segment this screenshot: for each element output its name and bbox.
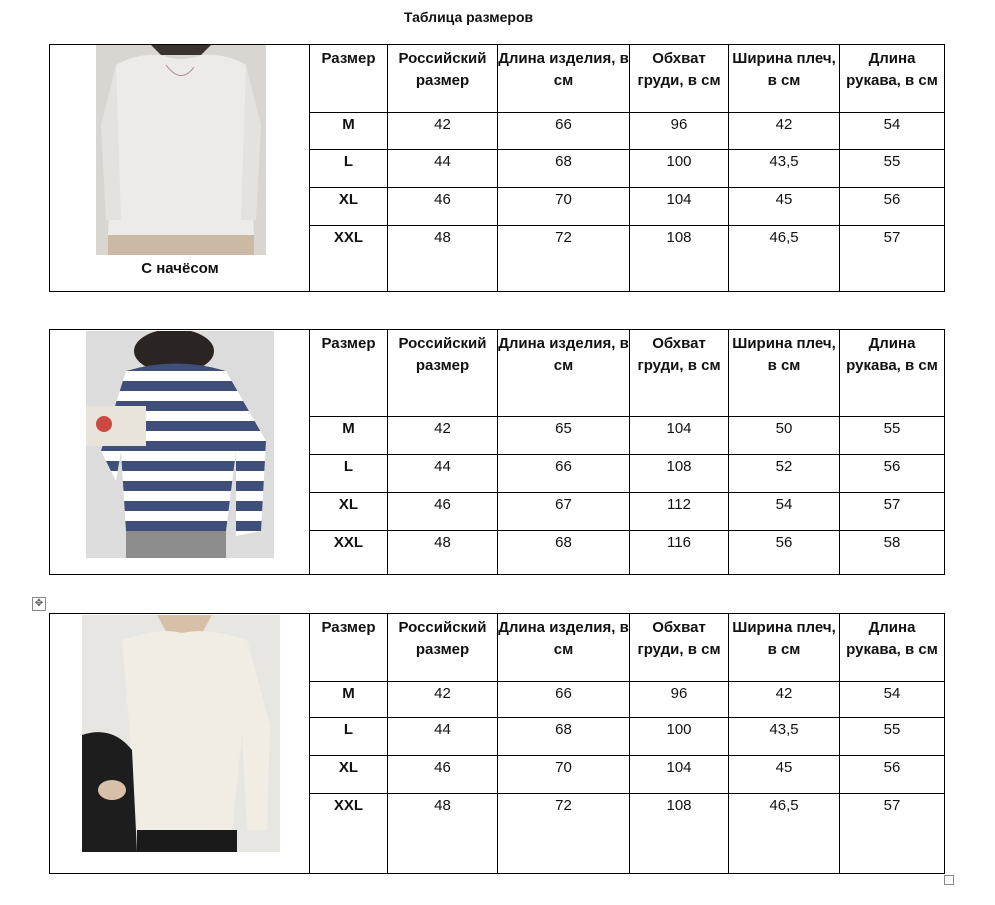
length-cell: 68 [498,150,630,188]
length-cell: 70 [498,188,630,226]
sleeve-cell: 55 [840,150,945,188]
header-ru-size: Российский размер [388,330,498,417]
resize-square-icon[interactable] [944,875,954,885]
text-cursor [944,684,945,704]
length-cell: 72 [498,794,630,874]
chest-cell: 108 [630,226,729,292]
shoulders-cell: 50 [729,417,840,455]
sleeve-cell: 54 [840,113,945,150]
length-cell: 68 [498,531,630,575]
shoulders-cell: 42 [729,113,840,150]
size-table-2 [49,329,945,575]
ru-size-cell: 44 [388,150,498,188]
header-chest: Обхват груди, в см [630,330,729,417]
size-cell: M [310,682,388,718]
size-cell: M [310,113,388,150]
size-cell: XL [310,188,388,226]
header-row [50,45,945,113]
shoulders-cell: 43,5 [729,150,840,188]
shoulders-cell: 43,5 [729,718,840,756]
chest-cell: 108 [630,794,729,874]
chest-cell: 104 [630,188,729,226]
length-cell: 66 [498,682,630,718]
sleeve-cell: 57 [840,226,945,292]
header-size: Размер [310,614,388,682]
sleeve-cell: 55 [840,718,945,756]
ru-size-cell: 48 [388,226,498,292]
shoulders-cell: 56 [729,531,840,575]
header-shoulders: Ширина плеч, в см [729,330,840,417]
chest-cell: 104 [630,756,729,794]
length-cell: 67 [498,493,630,531]
product-photo-white-fleece-sweatshirt [96,45,266,255]
ru-size-cell: 48 [388,531,498,575]
ru-size-cell: 42 [388,417,498,455]
size-cell: M [310,417,388,455]
ru-size-cell: 46 [388,493,498,531]
move-arrows-icon[interactable]: ✥ [32,597,46,611]
chest-cell: 108 [630,455,729,493]
header-length: Длина изделия, в см [498,614,630,682]
header-sleeve: Длина рукава, в см [840,614,945,682]
ru-size-cell: 44 [388,718,498,756]
ru-size-cell: 42 [388,113,498,150]
size-table-1 [49,44,945,292]
sleeve-cell: 58 [840,531,945,575]
sleeve-cell: 56 [840,756,945,794]
shoulders-cell: 45 [729,756,840,794]
chest-cell: 96 [630,113,729,150]
chest-cell: 104 [630,417,729,455]
size-cell: XL [310,756,388,794]
chest-cell: 100 [630,718,729,756]
size-cell: L [310,718,388,756]
header-row [50,330,945,417]
sleeve-cell: 54 [840,682,945,718]
size-cell: XXL [310,794,388,874]
ru-size-cell: 44 [388,455,498,493]
chest-cell: 112 [630,493,729,531]
length-cell: 70 [498,756,630,794]
header-row [50,614,945,682]
shoulders-cell: 42 [729,682,840,718]
page-title: Таблица размеров [403,9,534,25]
header-chest: Обхват груди, в см [630,614,729,682]
header-size: Размер [310,45,388,113]
length-cell: 68 [498,718,630,756]
header-size: Размер [310,330,388,417]
product-photo-striped-sweatshirt [86,331,274,558]
chest-cell: 96 [630,682,729,718]
size-cell: XXL [310,226,388,292]
shoulders-cell: 46,5 [729,794,840,874]
size-cell: XL [310,493,388,531]
header-sleeve: Длина рукава, в см [840,330,945,417]
shoulders-cell: 45 [729,188,840,226]
size-cell: L [310,150,388,188]
header-length: Длина изделия, в см [498,45,630,113]
product-photo-cell [50,45,310,292]
ru-size-cell: 46 [388,188,498,226]
ru-size-cell: 42 [388,682,498,718]
size-cell: L [310,455,388,493]
header-ru-size: Российский размер [388,614,498,682]
header-sleeve: Длина рукава, в см [840,45,945,113]
header-length: Длина изделия, в см [498,330,630,417]
sleeve-cell: 56 [840,188,945,226]
product-photo-cell [50,614,310,874]
chest-cell: 100 [630,150,729,188]
header-shoulders: Ширина плеч, в см [729,45,840,113]
sleeve-cell: 57 [840,493,945,531]
product-photo-beige-longsleeve [82,615,280,852]
ru-size-cell: 48 [388,794,498,874]
length-cell: 66 [498,455,630,493]
product-photo-cell [50,330,310,575]
header-ru-size: Российский размер [388,45,498,113]
length-cell: 65 [498,417,630,455]
shoulders-cell: 54 [729,493,840,531]
sleeve-cell: 57 [840,794,945,874]
length-cell: 66 [498,113,630,150]
shoulders-cell: 52 [729,455,840,493]
shoulders-cell: 46,5 [729,226,840,292]
sleeve-cell: 56 [840,455,945,493]
chest-cell: 116 [630,531,729,575]
ru-size-cell: 46 [388,756,498,794]
sleeve-cell: 55 [840,417,945,455]
length-cell: 72 [498,226,630,292]
header-chest: Обхват груди, в см [630,45,729,113]
header-shoulders: Ширина плеч, в см [729,614,840,682]
product-caption: С начёсом [141,260,219,277]
size-cell: XXL [310,531,388,575]
size-table-3 [49,613,945,874]
